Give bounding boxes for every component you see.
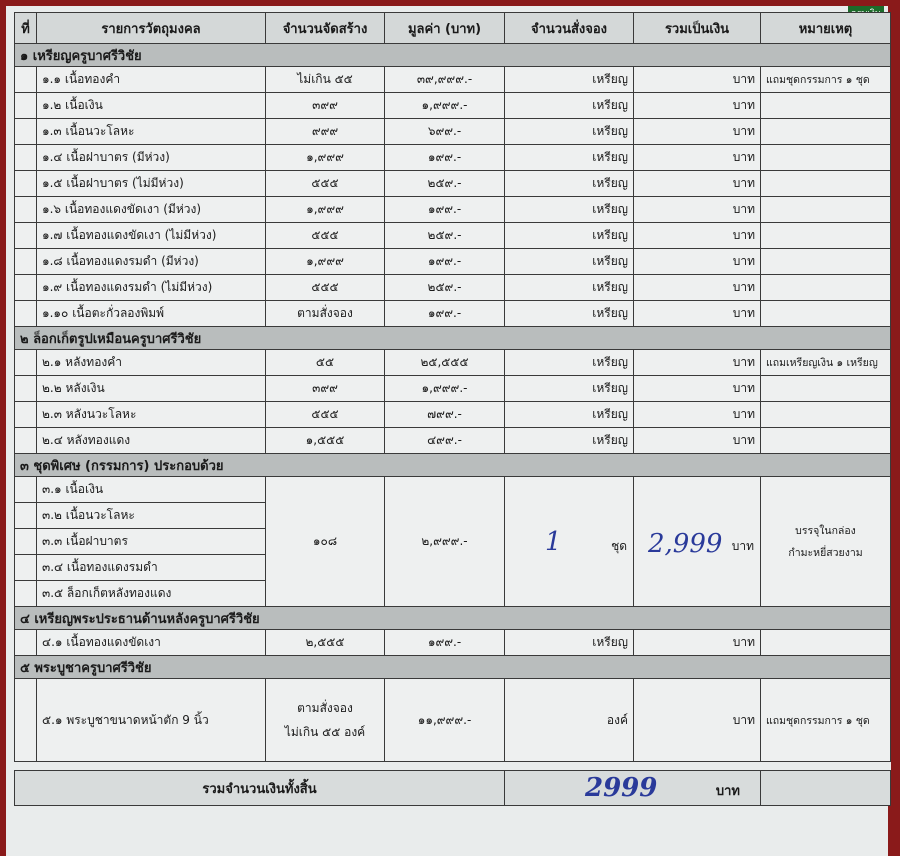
header-note: หมายเหตุ	[761, 13, 891, 44]
item-quantity	[266, 679, 385, 762]
grand-total-row	[15, 771, 891, 806]
row-no-cell	[15, 477, 37, 503]
item-quantity: ไม่เกิน ๕๕	[266, 67, 385, 93]
header-row	[15, 13, 891, 44]
item-price: ๔๙๙.-	[385, 428, 505, 454]
item-name: ๑.๗ เนื้อทองแดงขัดเงา (ไม่มีห่วง)	[37, 223, 266, 249]
item-note	[761, 301, 891, 327]
order-amount-field[interactable]: เหรียญ	[505, 119, 634, 145]
header-item: รายการวัตถุมงคล	[37, 13, 266, 44]
order-amount-field[interactable]: เหรียญ	[505, 249, 634, 275]
item-note	[761, 119, 891, 145]
table-row	[15, 275, 891, 301]
header-total: รวมเป็นเงิน	[634, 13, 761, 44]
total-amount-field[interactable]: บาท	[634, 402, 761, 428]
item-quantity: ๒,๕๕๕	[266, 630, 385, 656]
header-quantity: จำนวนจัดสร้าง	[266, 13, 385, 44]
item-price: ๑๙๙.-	[385, 197, 505, 223]
quantity-line2: ไม่เกิน ๕๕ องค์	[284, 725, 366, 739]
table-row	[15, 428, 891, 454]
set-note-line2: กำมะหยี่สวยงาม	[788, 546, 863, 559]
item-note	[761, 630, 891, 656]
item-quantity: ๕๕๕	[266, 171, 385, 197]
item-name: ๒.๑ หลังทองคำ	[37, 350, 266, 376]
order-amount-field[interactable]: เหรียญ	[505, 197, 634, 223]
table-row	[15, 119, 891, 145]
item-price: ๖๙๙.-	[385, 119, 505, 145]
row-no-cell	[15, 376, 37, 402]
set-note-line1: บรรจุในกล่อง	[795, 524, 856, 537]
item-note: แถมเหรียญเงิน ๑ เหรียญ	[761, 350, 891, 376]
section5-title: ๕ พระบูชาครูบาศรีวิชัย	[15, 656, 891, 679]
section2-header	[15, 327, 891, 350]
row-no-cell	[15, 119, 37, 145]
item-name: ๕.๑ พระบูชาขนาดหน้าตัก 9 นิ้ว	[37, 679, 266, 762]
item-quantity: ๑,๙๙๙	[266, 249, 385, 275]
total-amount-field[interactable]: บาท	[634, 249, 761, 275]
item-name: ๑.๒ เนื้อเงิน	[37, 93, 266, 119]
total-amount-field[interactable]: บาท	[634, 145, 761, 171]
item-quantity: ตามสั่งจอง	[266, 301, 385, 327]
handwritten-grand-total: 2999	[585, 773, 658, 803]
order-amount-field[interactable]: เหรียญ	[505, 67, 634, 93]
item-price: ๒๕๙.-	[385, 275, 505, 301]
table-row	[15, 145, 891, 171]
table-row	[15, 171, 891, 197]
item-price: ๑๙๙.-	[385, 301, 505, 327]
total-amount-field[interactable]: บาท	[634, 428, 761, 454]
item-note: แถมชุดกรรมการ ๑ ชุด	[761, 679, 891, 762]
order-amount-field[interactable]: เหรียญ	[505, 223, 634, 249]
grand-total-field[interactable]	[505, 771, 761, 806]
table-row	[15, 67, 891, 93]
order-amount-field[interactable]: เหรียญ	[505, 630, 634, 656]
item-price: ๑๙๙.-	[385, 630, 505, 656]
row-no-cell	[15, 145, 37, 171]
row-no-cell	[15, 555, 37, 581]
row-no-cell	[15, 428, 37, 454]
item-quantity: ๑,๕๕๕	[266, 428, 385, 454]
item-note	[761, 93, 891, 119]
row-no-cell	[15, 93, 37, 119]
item-quantity: ๕๕๕	[266, 275, 385, 301]
section4-header	[15, 607, 891, 630]
item-name: ๒.๔ หลังทองแดง	[37, 428, 266, 454]
total-amount-field[interactable]: บาท	[634, 197, 761, 223]
header-order: จำนวนสั่งจอง	[505, 13, 634, 44]
section4-title: ๔ เหรียญพระประธานด้านหลังครูบาศรีวิชัย	[15, 607, 891, 630]
row-no-cell	[15, 503, 37, 529]
item-note	[761, 223, 891, 249]
order-amount-field[interactable]: เหรียญ	[505, 275, 634, 301]
set-item-name: ๓.๓ เนื้อฝาบาตร	[37, 529, 266, 555]
row-no-cell	[15, 67, 37, 93]
row-no-cell	[15, 402, 37, 428]
item-name: ๔.๑ เนื้อทองแดงขัดเงา	[37, 630, 266, 656]
item-note: แถมชุดกรรมการ ๑ ชุด	[761, 67, 891, 93]
item-name: ๑.๓ เนื้อนวะโลหะ	[37, 119, 266, 145]
set-price: ๒,๙๙๙.-	[385, 477, 505, 607]
table-row	[15, 376, 891, 402]
row-no-cell	[15, 581, 37, 607]
table-row	[15, 249, 891, 275]
item-price: ๓๙,๙๙๙.-	[385, 67, 505, 93]
item-name: ๑.๖ เนื้อทองแดงขัดเงา (มีห่วง)	[37, 197, 266, 223]
row-no-cell	[15, 197, 37, 223]
handwritten-order: 1	[545, 527, 562, 557]
item-name: ๑.๕ เนื้อฝาบาตร (ไม่มีห่วง)	[37, 171, 266, 197]
item-note	[761, 197, 891, 223]
item-price: ๒๕๙.-	[385, 223, 505, 249]
order-amount-field[interactable]: องค์	[505, 679, 634, 762]
table-row	[15, 93, 891, 119]
row-no-cell	[15, 679, 37, 762]
order-amount-field[interactable]: เหรียญ	[505, 350, 634, 376]
row-no-cell	[15, 350, 37, 376]
item-name: ๒.๓ หลังนวะโลหะ	[37, 402, 266, 428]
order-amount-field[interactable]: เหรียญ	[505, 171, 634, 197]
item-price: ๑๙๙.-	[385, 249, 505, 275]
section1-title: ๑ เหรียญครูบาศรีวิชัย	[15, 44, 891, 67]
grand-total-note	[761, 771, 891, 806]
item-quantity: ๕๕	[266, 350, 385, 376]
total-amount-field[interactable]: บาท	[634, 275, 761, 301]
order-amount-field[interactable]: เหรียญ	[505, 93, 634, 119]
item-price: ๑,๙๙๙.-	[385, 93, 505, 119]
table-row	[15, 301, 891, 327]
set-total-unit: บาท	[731, 539, 754, 553]
item-price: ๗๙๙.-	[385, 402, 505, 428]
item-price: ๑,๙๙๙.-	[385, 376, 505, 402]
set-item-name: ๓.๒ เนื้อนวะโลหะ	[37, 503, 266, 529]
order-form-sheet	[6, 6, 888, 856]
item-note	[761, 402, 891, 428]
row-no-cell	[15, 171, 37, 197]
set-item-name: ๓.๑ เนื้อเงิน	[37, 477, 266, 503]
item-note	[761, 428, 891, 454]
section3-header	[15, 454, 891, 477]
order-amount-field[interactable]: เหรียญ	[505, 402, 634, 428]
set-total-field[interactable]	[634, 477, 761, 607]
order-amount-field[interactable]: เหรียญ	[505, 428, 634, 454]
item-quantity: ๓๙๙	[266, 93, 385, 119]
total-amount-field[interactable]: บาท	[634, 376, 761, 402]
table-row	[15, 477, 891, 503]
quantity-line1: ตามสั่งจอง	[297, 701, 353, 715]
row-no-cell	[15, 301, 37, 327]
item-note	[761, 376, 891, 402]
table-row	[15, 223, 891, 249]
item-note	[761, 145, 891, 171]
section1-header	[15, 44, 891, 67]
item-quantity: ๑,๙๙๙	[266, 145, 385, 171]
order-amount-field[interactable]: เหรียญ	[505, 301, 634, 327]
total-amount-field[interactable]: บาท	[634, 223, 761, 249]
row-no-cell	[15, 630, 37, 656]
row-no-cell	[15, 275, 37, 301]
item-price: ๒๕,๕๕๕	[385, 350, 505, 376]
item-quantity: ๑,๙๙๙	[266, 197, 385, 223]
order-amount-field[interactable]: เหรียญ	[505, 376, 634, 402]
grand-total-unit: บาท	[715, 784, 740, 799]
total-amount-field[interactable]: บาท	[634, 171, 761, 197]
item-quantity: ๙๙๙	[266, 119, 385, 145]
total-amount-field[interactable]: บาท	[634, 301, 761, 327]
table-row	[15, 679, 891, 762]
item-name: ๑.๑๐ เนื้อตะกั่วลองพิมพ์	[37, 301, 266, 327]
item-name: ๑.๑ เนื้อทองคำ	[37, 67, 266, 93]
item-name: ๑.๙ เนื้อทองแดงรมดำ (ไม่มีห่วง)	[37, 275, 266, 301]
set-order-unit: ชุด	[611, 539, 627, 553]
item-name: ๑.๔ เนื้อฝาบาตร (มีห่วง)	[37, 145, 266, 171]
total-amount-field[interactable]: บาท	[634, 679, 761, 762]
set-item-name: ๓.๕ ล็อกเก็ตหลังทองแดง	[37, 581, 266, 607]
table-row	[15, 630, 891, 656]
item-quantity: ๕๕๕	[266, 223, 385, 249]
section3-title: ๓ ชุดพิเศษ (กรรมการ) ประกอบด้วย	[15, 454, 891, 477]
header-no: ที่	[15, 13, 37, 44]
section5-header	[15, 656, 891, 679]
order-table	[14, 12, 891, 806]
set-item-name: ๓.๔ เนื้อทองแดงรมดำ	[37, 555, 266, 581]
item-note	[761, 171, 891, 197]
item-price: ๑๙๙.-	[385, 145, 505, 171]
section2-title: ๒ ล็อกเก็ตรูปเหมือนครูบาศรีวิชัย	[15, 327, 891, 350]
table-row	[15, 350, 891, 376]
row-no-cell	[15, 223, 37, 249]
set-note	[761, 477, 891, 607]
header-price: มูลค่า (บาท)	[385, 13, 505, 44]
grand-total-label: รวมจำนวนเงินทั้งสิ้น	[15, 771, 505, 806]
total-amount-field[interactable]: บาท	[634, 119, 761, 145]
handwritten-total: 2,999	[648, 529, 723, 559]
table-row	[15, 197, 891, 223]
table-row	[15, 402, 891, 428]
item-name: ๑.๘ เนื้อทองแดงรมดำ (มีห่วง)	[37, 249, 266, 275]
set-order-field[interactable]	[505, 477, 634, 607]
item-note	[761, 275, 891, 301]
total-amount-field[interactable]: บาท	[634, 350, 761, 376]
spacer-cell	[15, 762, 891, 771]
item-price: ๒๕๙.-	[385, 171, 505, 197]
order-amount-field[interactable]: เหรียญ	[505, 145, 634, 171]
total-amount-field[interactable]: บาท	[634, 67, 761, 93]
item-quantity: ๓๙๙	[266, 376, 385, 402]
set-quantity: ๑๐๘	[266, 477, 385, 607]
item-name: ๒.๒ หลังเงิน	[37, 376, 266, 402]
total-amount-field[interactable]: บาท	[634, 630, 761, 656]
item-quantity: ๕๕๕	[266, 402, 385, 428]
total-amount-field[interactable]: บาท	[634, 93, 761, 119]
row-no-cell	[15, 249, 37, 275]
row-no-cell	[15, 529, 37, 555]
item-price: ๑๑,๙๙๙.-	[385, 679, 505, 762]
spacer-row	[15, 762, 891, 771]
item-note	[761, 249, 891, 275]
